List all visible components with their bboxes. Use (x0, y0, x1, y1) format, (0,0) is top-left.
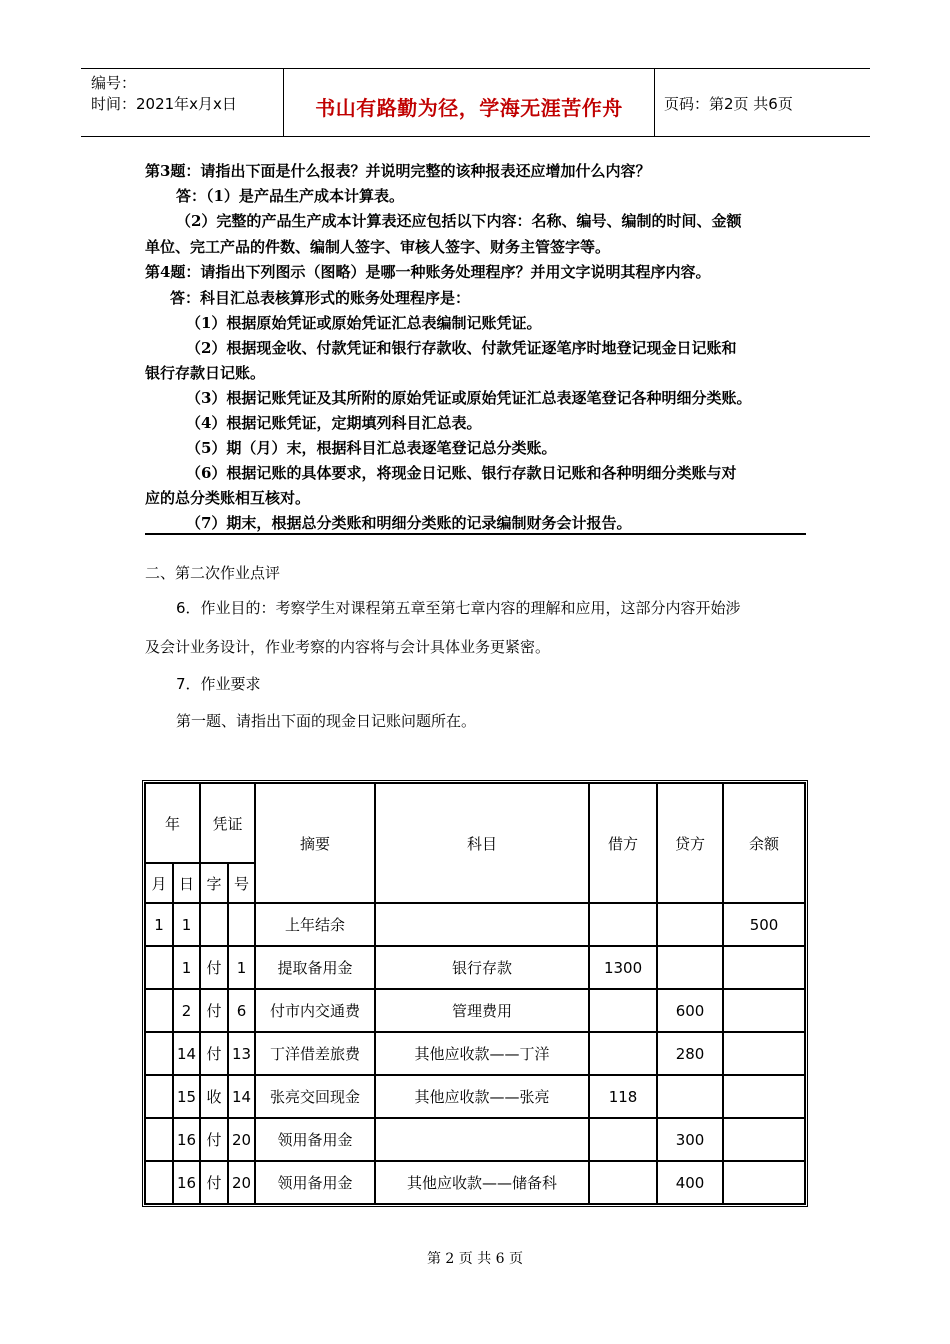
cell-account: 管理费用 (375, 989, 589, 1032)
cell-credit: 300 (657, 1118, 723, 1161)
cell-account: 其他应收款——丁洋 (375, 1032, 589, 1075)
cell-summary: 领用备用金 (255, 1161, 375, 1204)
cell-balance (723, 1075, 805, 1118)
header-divider (654, 69, 655, 136)
table-row (145, 1161, 805, 1204)
header-month: 月 (145, 863, 173, 903)
cell-day: 1 (173, 946, 200, 989)
header-account: 科目 (375, 783, 589, 903)
cell-month (145, 1118, 173, 1161)
cell-credit: 400 (657, 1161, 723, 1204)
table-row (145, 1075, 805, 1118)
question-4-step-5: （5）期（月）末，根据科目汇总表逐笔登记总分类账。 (186, 439, 557, 457)
cell-day: 14 (173, 1032, 200, 1075)
cell-day: 16 (173, 1118, 200, 1161)
question-4-intro: 答：科目汇总表核算形式的账务处理程序是： (170, 289, 471, 307)
cell-summary: 张亮交回现金 (255, 1075, 375, 1118)
question-3-answer-2-cont: 单位、完工产品的件数、编制人签字、审核人签字、财务主管签字等。 (145, 238, 611, 256)
question-4-step-2-cont: 银行存款日记账。 (145, 364, 266, 382)
cell-balance: 500 (723, 903, 805, 946)
question-4-title: 第4题：请指出下列图示（图略）是哪一种账务处理程序？并用文字说明其程序内容。 (145, 263, 711, 281)
cell-account: 其他应收款——张亮 (375, 1075, 589, 1118)
header-page-info: 页码：第2页 共6页 (664, 95, 793, 113)
cell-day: 15 (173, 1075, 200, 1118)
cell-debit (589, 989, 657, 1032)
cell-day: 1 (173, 903, 200, 946)
cell-summary: 领用备用金 (255, 1118, 375, 1161)
header-voucher: 凭证 (200, 783, 255, 863)
cell-credit (657, 946, 723, 989)
section-2-heading: 二、第二次作业点评 (145, 564, 281, 582)
header-motto: 书山有路勤为径，学海无涯苦作舟 (315, 96, 623, 120)
cell-month (145, 946, 173, 989)
cell-balance (723, 1118, 805, 1161)
header-num: 号 (228, 863, 255, 903)
cell-num (228, 903, 255, 946)
cell-debit: 1300 (589, 946, 657, 989)
cash-journal-table (142, 780, 808, 1207)
cell-month (145, 1161, 173, 1204)
cell-debit (589, 903, 657, 946)
question-1: 第一题、请指出下面的现金日记账问题所在。 (176, 712, 477, 730)
cell-month (145, 1075, 173, 1118)
table-row (145, 1032, 805, 1075)
paragraph-6-cont: 及会计业务设计，作业考察的内容将与会计具体业务更紧密。 (145, 638, 551, 656)
table-row (145, 946, 805, 989)
cell-balance (723, 1032, 805, 1075)
cell-account: 其他应收款——储备科 (375, 1161, 589, 1204)
question-4-step-6-cont: 应的总分类账相互核对。 (145, 489, 311, 507)
table-row (145, 989, 805, 1032)
cell-balance (723, 989, 805, 1032)
cell-num: 20 (228, 1118, 255, 1161)
time-label: 时间：2021年x月x日 (91, 95, 237, 113)
question-3-title: 第3题：请指出下面是什么报表？并说明完整的该种报表还应增加什么内容？ (145, 162, 651, 180)
question-3-answer-1: 答：（1）是产品生产成本计算表。 (176, 187, 404, 205)
cell-credit: 600 (657, 989, 723, 1032)
cell-day: 16 (173, 1161, 200, 1204)
cell-account (375, 1118, 589, 1161)
section-divider (145, 533, 806, 535)
cell-num: 20 (228, 1161, 255, 1204)
header-type: 字 (200, 863, 228, 903)
cell-num: 6 (228, 989, 255, 1032)
cell-num: 14 (228, 1075, 255, 1118)
question-4-step-7: （7）期末，根据总分类账和明细分类账的记录编制财务会计报告。 (186, 514, 632, 532)
cell-type: 付 (200, 946, 228, 989)
cell-debit (589, 1161, 657, 1204)
cell-num: 1 (228, 946, 255, 989)
page-footer: 第 2 页 共 6 页 (426, 1251, 524, 1267)
paragraph-6: 6．作业目的：考察学生对课程第五章至第七章内容的理解和应用，这部分内容开始涉 (176, 599, 741, 617)
cell-type: 付 (200, 1161, 228, 1204)
cell-summary: 提取备用金 (255, 946, 375, 989)
question-4-step-3: （3）根据记账凭证及其所附的原始凭证或原始凭证汇总表逐笔登记各种明细分类账。 (186, 389, 752, 407)
code-label: 编号： (91, 74, 137, 92)
cell-account: 银行存款 (375, 946, 589, 989)
header-summary: 摘要 (255, 783, 375, 903)
question-4-step-4: （4）根据记账凭证，定期填列科目汇总表。 (186, 414, 482, 432)
cell-type (200, 903, 228, 946)
header-balance: 余额 (723, 783, 805, 903)
cell-type: 收 (200, 1075, 228, 1118)
cell-credit (657, 1075, 723, 1118)
header-meta (91, 73, 237, 115)
cell-month (145, 989, 173, 1032)
cell-summary: 丁洋借差旅费 (255, 1032, 375, 1075)
cell-type: 付 (200, 1032, 228, 1075)
question-4-step-6: （6）根据记账的具体要求，将现金日记账、银行存款日记账和各种明细分类账与对 (186, 464, 737, 482)
cell-month (145, 1032, 173, 1075)
cell-day: 2 (173, 989, 200, 1032)
cell-month: 1 (145, 903, 173, 946)
header-year: 年 (145, 783, 200, 863)
question-3-answer-2: （2）完整的产品生产成本计算表还应包括以下内容：名称、编号、编制的时间、金额 (176, 212, 742, 230)
cell-credit (657, 903, 723, 946)
question-4-step-2: （2）根据现金收、付款凭证和银行存款收、付款凭证逐笔序时地登记现金日记账和 (186, 339, 737, 357)
cell-account (375, 903, 589, 946)
cell-summary: 上年结余 (255, 903, 375, 946)
cell-balance (723, 1161, 805, 1204)
page-header (81, 68, 870, 137)
table-row (145, 903, 805, 946)
cell-debit (589, 1032, 657, 1075)
table-row (145, 1118, 805, 1161)
cell-credit: 280 (657, 1032, 723, 1075)
cell-debit (589, 1118, 657, 1161)
cell-num: 13 (228, 1032, 255, 1075)
question-4-step-1: （1）根据原始凭证或原始凭证汇总表编制记账凭证。 (186, 314, 542, 332)
header-debit: 借方 (589, 783, 657, 903)
cell-type: 付 (200, 1118, 228, 1161)
paragraph-7: 7．作业要求 (176, 675, 261, 693)
cell-summary: 付市内交通费 (255, 989, 375, 1032)
cell-balance (723, 946, 805, 989)
header-credit: 贷方 (657, 783, 723, 903)
header-day: 日 (173, 863, 200, 903)
cell-debit: 118 (589, 1075, 657, 1118)
cell-type: 付 (200, 989, 228, 1032)
